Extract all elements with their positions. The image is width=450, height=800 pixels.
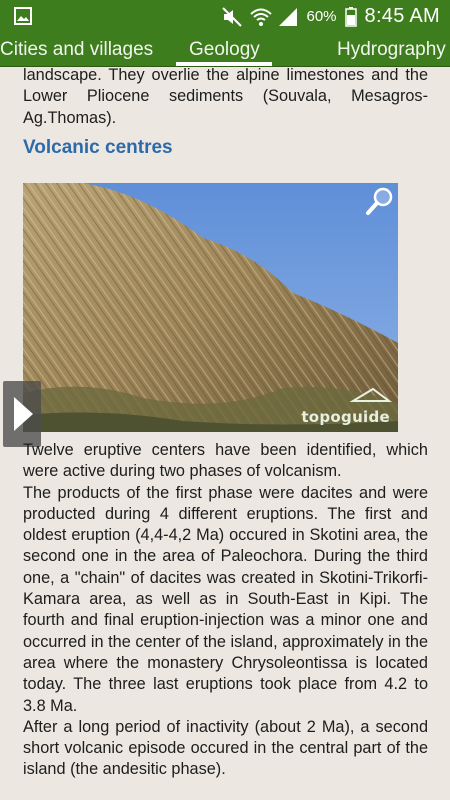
wifi-icon: [250, 7, 270, 27]
battery-icon: [345, 7, 357, 27]
article-content[interactable]: [0, 67, 450, 800]
next-image-button[interactable]: [3, 381, 41, 447]
battery-percent: 60%: [306, 8, 337, 25]
magnifier-zoom-icon[interactable]: [365, 186, 395, 216]
play-arrow-icon: [3, 381, 41, 447]
section-heading: Volcanic centres: [23, 137, 173, 158]
signal-icon: [278, 7, 298, 27]
clock: 8:45 AM: [364, 5, 440, 27]
paragraph-3: After a long period of inactivity (about 2 Ma), a second short volcanic episode occured in the central part of the island (the andesitic phase).: [23, 717, 428, 779]
paragraph-1: Twelve eruptive centers have been identified, which were active during two phases of volcanism.: [23, 441, 428, 481]
tab-bar: [0, 33, 450, 67]
tab-geology[interactable]: Geology: [189, 39, 260, 60]
volcanic-rock-photo[interactable]: [23, 183, 398, 432]
paragraph-2: The products of the first phase were dacites and were producted during 4 different eruptions. The first and oldest eruption (4,4-4,2 Ma) occured in Skotini area, the second one in the area of Paleochora. During the third one, a "chain" of dacites was created in Skotini-Trikorfi-Kamara area, as well as in South-East in Kipi. The fourth and final eruption-injection was a minor one and occurred in the center of the island, approximately in the area where the monastery Chrysoleontissa is located today. The three last eruptions took place from 4.2 to 3.8 Ma.: [23, 483, 428, 715]
tab-cities-and-villages[interactable]: Cities and villages: [0, 39, 154, 60]
tab-hydrography[interactable]: Hydrography: [337, 39, 446, 60]
image-notification-icon: [14, 7, 32, 25]
photo-illustration: [23, 183, 398, 432]
mute-icon: [222, 7, 242, 27]
status-bar: [0, 0, 450, 33]
topoguide-watermark: topoguide: [301, 408, 390, 426]
intro-paragraph: landscape. They overlie the alpine limestones and the Lower Pliocene sediments (Souvala, Mesagros-Ag.Thomas).: [23, 67, 428, 127]
article-body: [0, 440, 450, 781]
